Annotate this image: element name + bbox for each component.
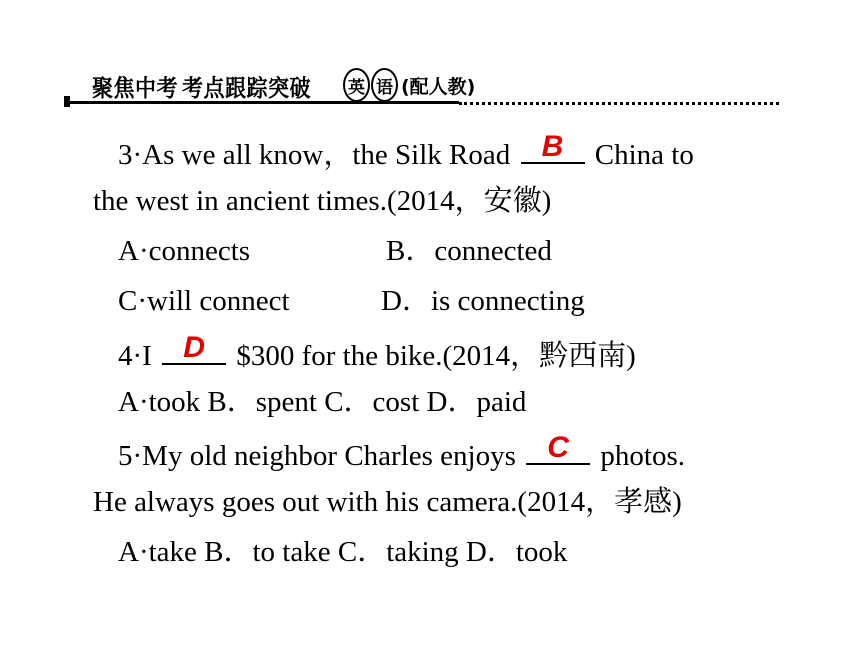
question-5-text: 5·My old neighbor Charles enjoys	[118, 440, 516, 472]
series-title: 聚焦中考	[92, 74, 178, 102]
question-3-options-2	[118, 284, 585, 318]
edition-label: (配人教)	[401, 75, 476, 98]
question-4-stem	[118, 331, 636, 373]
option-c: C·will connect	[118, 285, 290, 317]
subject-char-1: 英	[343, 68, 370, 102]
question-4-blank	[162, 331, 226, 365]
question-5-answer: C	[547, 431, 569, 464]
option-d: D．is connecting	[381, 285, 585, 317]
question-5-blank	[526, 431, 590, 465]
question-4-answer: D	[183, 331, 205, 364]
question-5-stem	[118, 431, 685, 473]
page-header	[0, 0, 860, 110]
question-5-options: A·take B．to take C．taking D．took	[118, 536, 568, 568]
question-3-options-1	[118, 234, 552, 268]
option-a: A·connects	[118, 235, 251, 267]
question-3-continuation: the west in ancient times.(2014，安徽)	[93, 185, 552, 217]
header-divider-dotted	[459, 102, 779, 105]
series-subtitle: 考点跟踪突破	[182, 74, 311, 102]
header-divider-solid	[64, 101, 459, 104]
subject-badge	[343, 68, 475, 102]
question-5-text-after: photos.	[600, 440, 685, 472]
question-3-stem	[118, 130, 694, 172]
question-3-answer: B	[541, 130, 564, 163]
question-4-options: A·took B．spent C．cost D．paid	[118, 386, 527, 418]
question-5-continuation: He always goes out with his camera.(2014，孝感)	[93, 486, 682, 518]
question-3-text-after: China to	[594, 139, 694, 171]
question-3-blank	[521, 130, 585, 164]
question-4-text-after: $300 for the bike.(2014，黔西南)	[236, 340, 636, 372]
question-4-text: 4·I	[118, 340, 152, 372]
question-3-text: 3·As we all know，the Silk Road	[118, 139, 511, 171]
option-b: B．connected	[386, 235, 552, 267]
subject-char-2: 语	[371, 68, 398, 102]
